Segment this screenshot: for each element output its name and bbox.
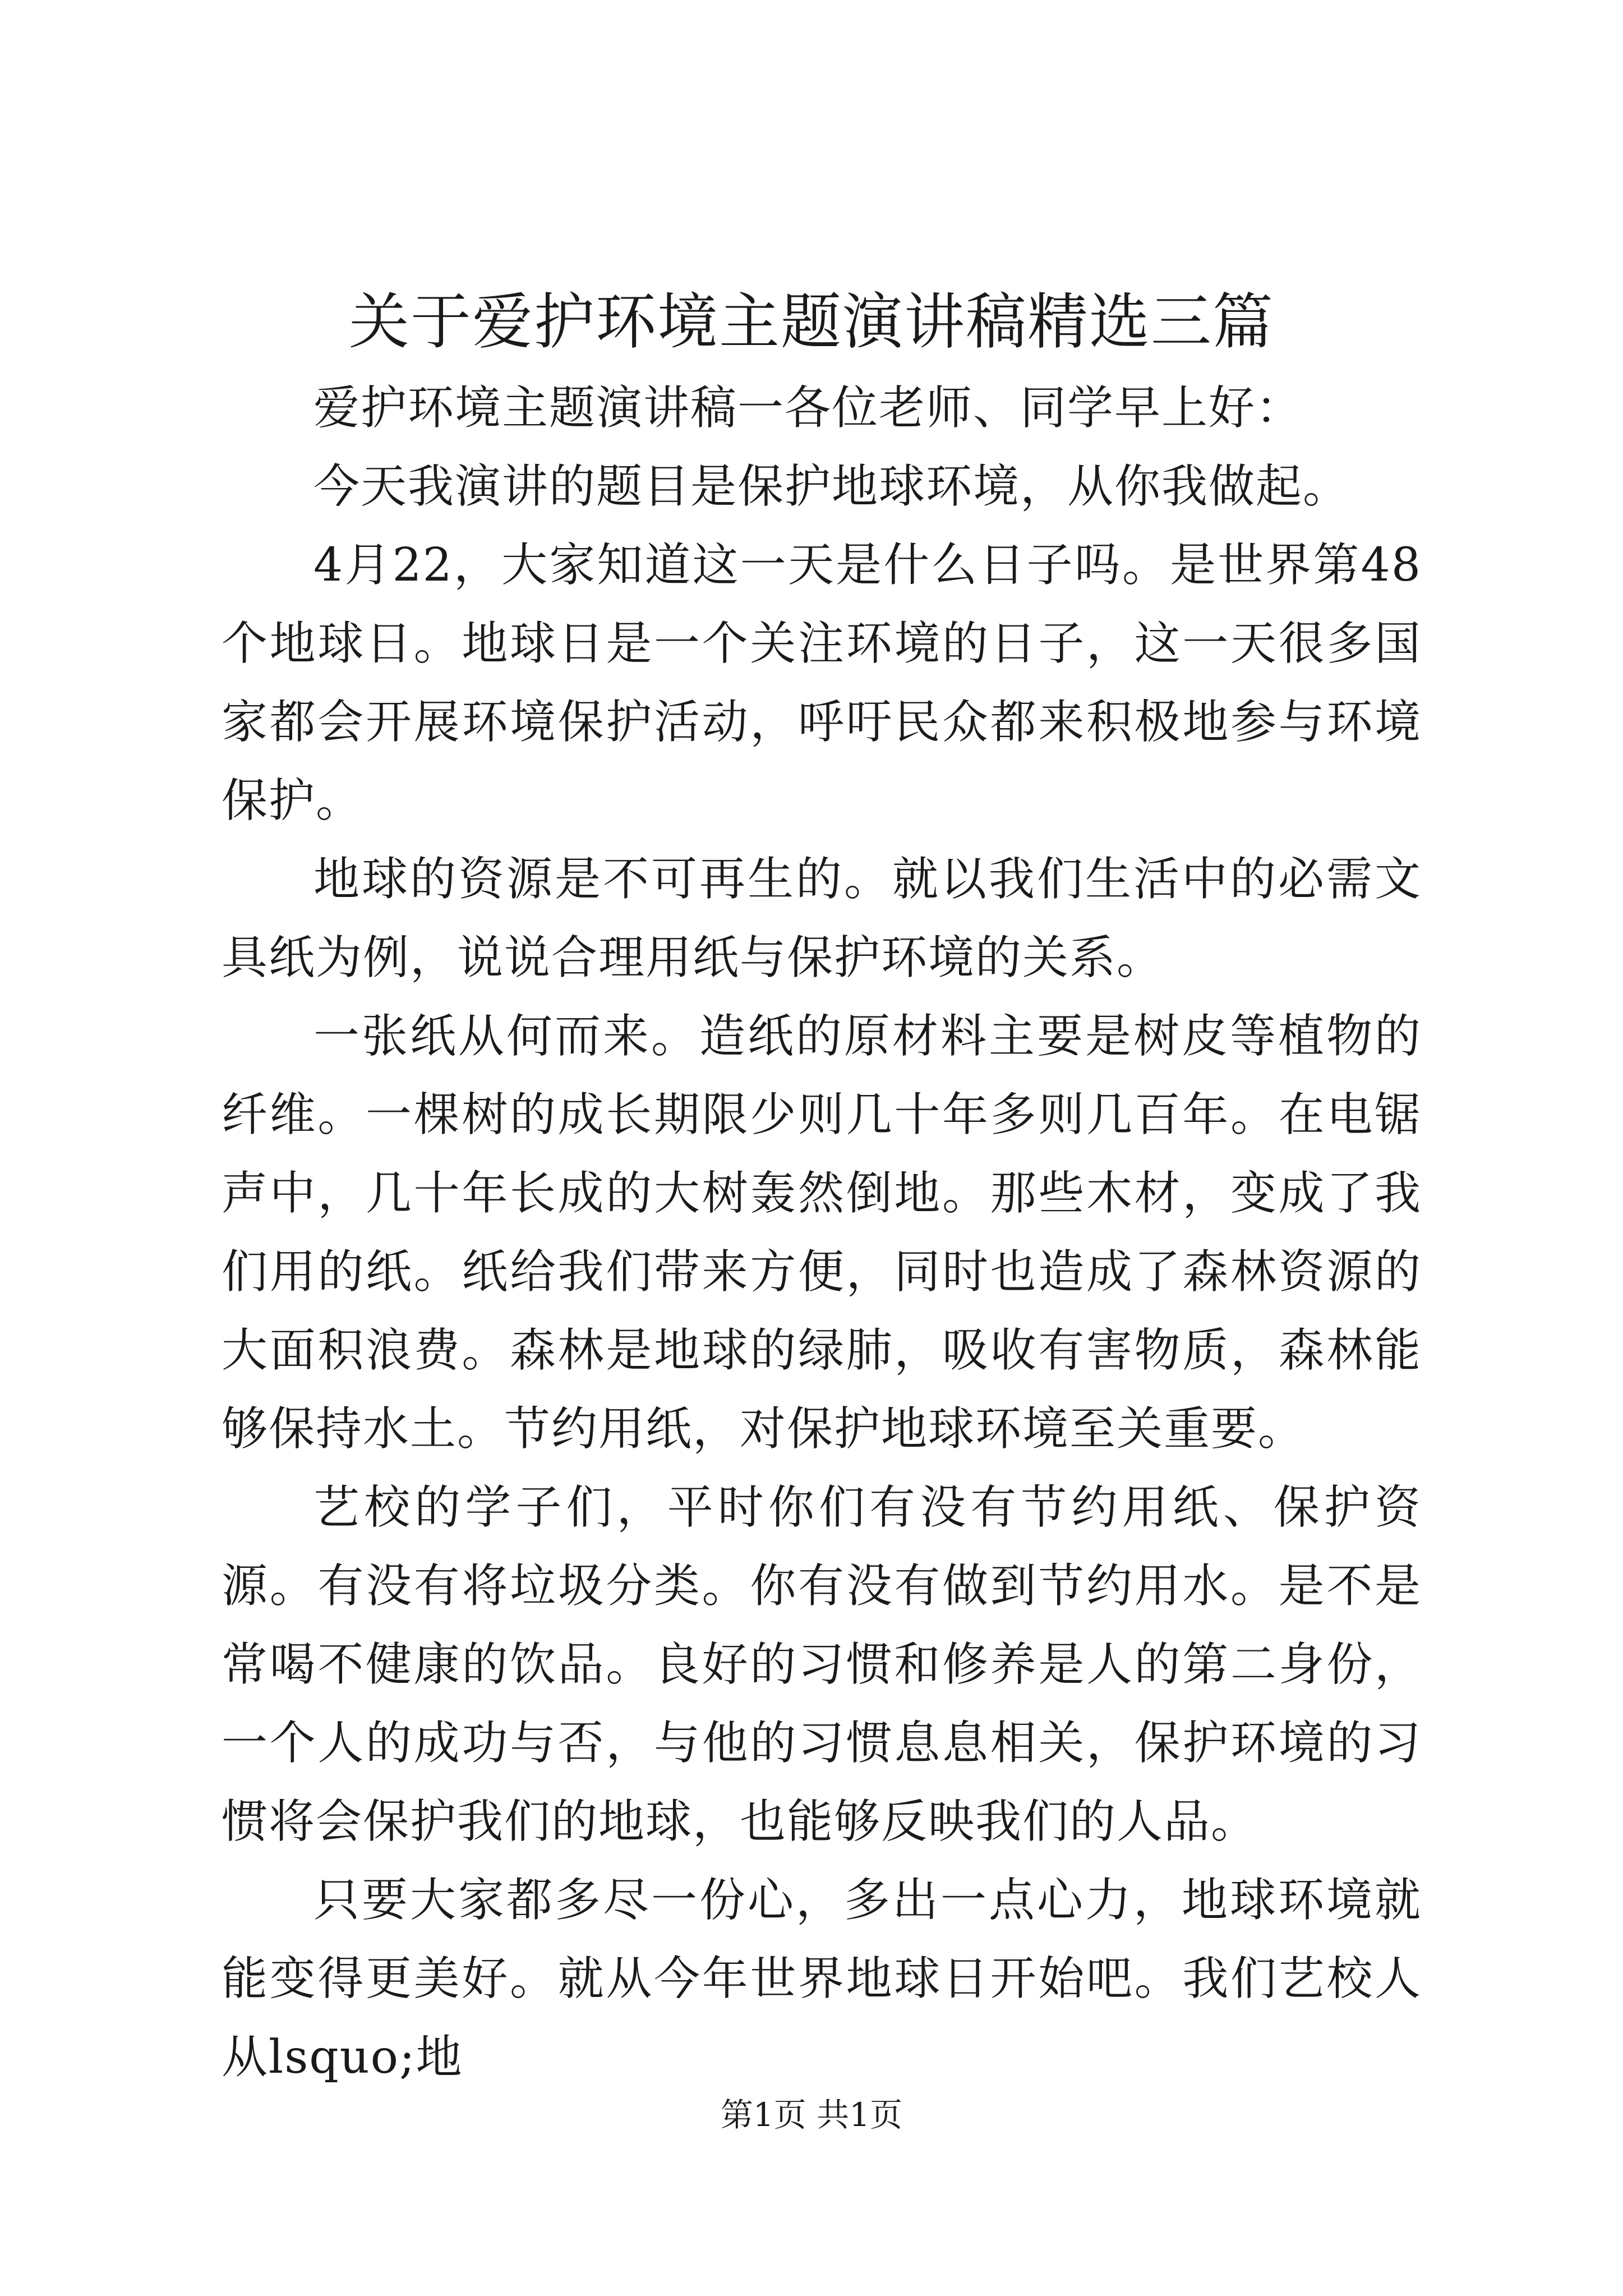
paragraph-topic: 今天我演讲的题目是保护地球环境，从你我做起。 bbox=[313, 460, 1350, 513]
paragraph-students-habits: 艺校的学子们，平时你们有没有节约用纸、保护资源。有没有将垃圾分类。你有没有做到节约用水。是不是常喝不健康的饮品。良好的习惯和修养是人的第二身份，一个人的成功与否，与他的习惯息息相关，保护环境的习惯将会保护我们的地球，也能够反映我们的人品。 bbox=[222, 1481, 1422, 1848]
paragraph-earth-day: 4月22，大家知道这一天是什么日子吗。是世界第48个地球日。地球日是一个关注环境的日子，这一天很多国家都会开展环境保护活动，呼吁民众都来积极地参与环境保护。 bbox=[222, 539, 1422, 827]
paragraph-greeting: 爱护环境主题演讲稿一各位老师、同学早上好： bbox=[313, 381, 1303, 435]
paragraph-paper-origin: 一张纸从何而来。造纸的原材料主要是树皮等植物的纤维。一棵树的成长期限少则几十年多则几百年。在电锯声中，几十年长成的大树轰然倒地。那些木材，变成了我们用的纸。纸给我们带来方便，同时也造成了森林资源的大面积浪费。森林是地球的绿肺，吸收有害物质，森林能够保持水土。节约用纸，对保护地球环境至关重要。 bbox=[222, 1010, 1422, 1456]
document-body bbox=[222, 369, 1422, 2097]
paragraph-call-to-action: 只要大家都多尽一份心，多出一点心力，地球环境就能变得更美好。就从今年世界地球日开始吧。我们艺校人从lsquo;地 bbox=[222, 1874, 1422, 2084]
document-title: 关于爱护环境主题演讲稿精选三篇 bbox=[348, 287, 1274, 357]
page-footer: 第1页 共1页 bbox=[720, 2096, 903, 2134]
paragraph-resources: 地球的资源是不可再生的。就以我们生活中的必需文具纸为例，说说合理用纸与保护环境的关系。 bbox=[222, 853, 1422, 984]
